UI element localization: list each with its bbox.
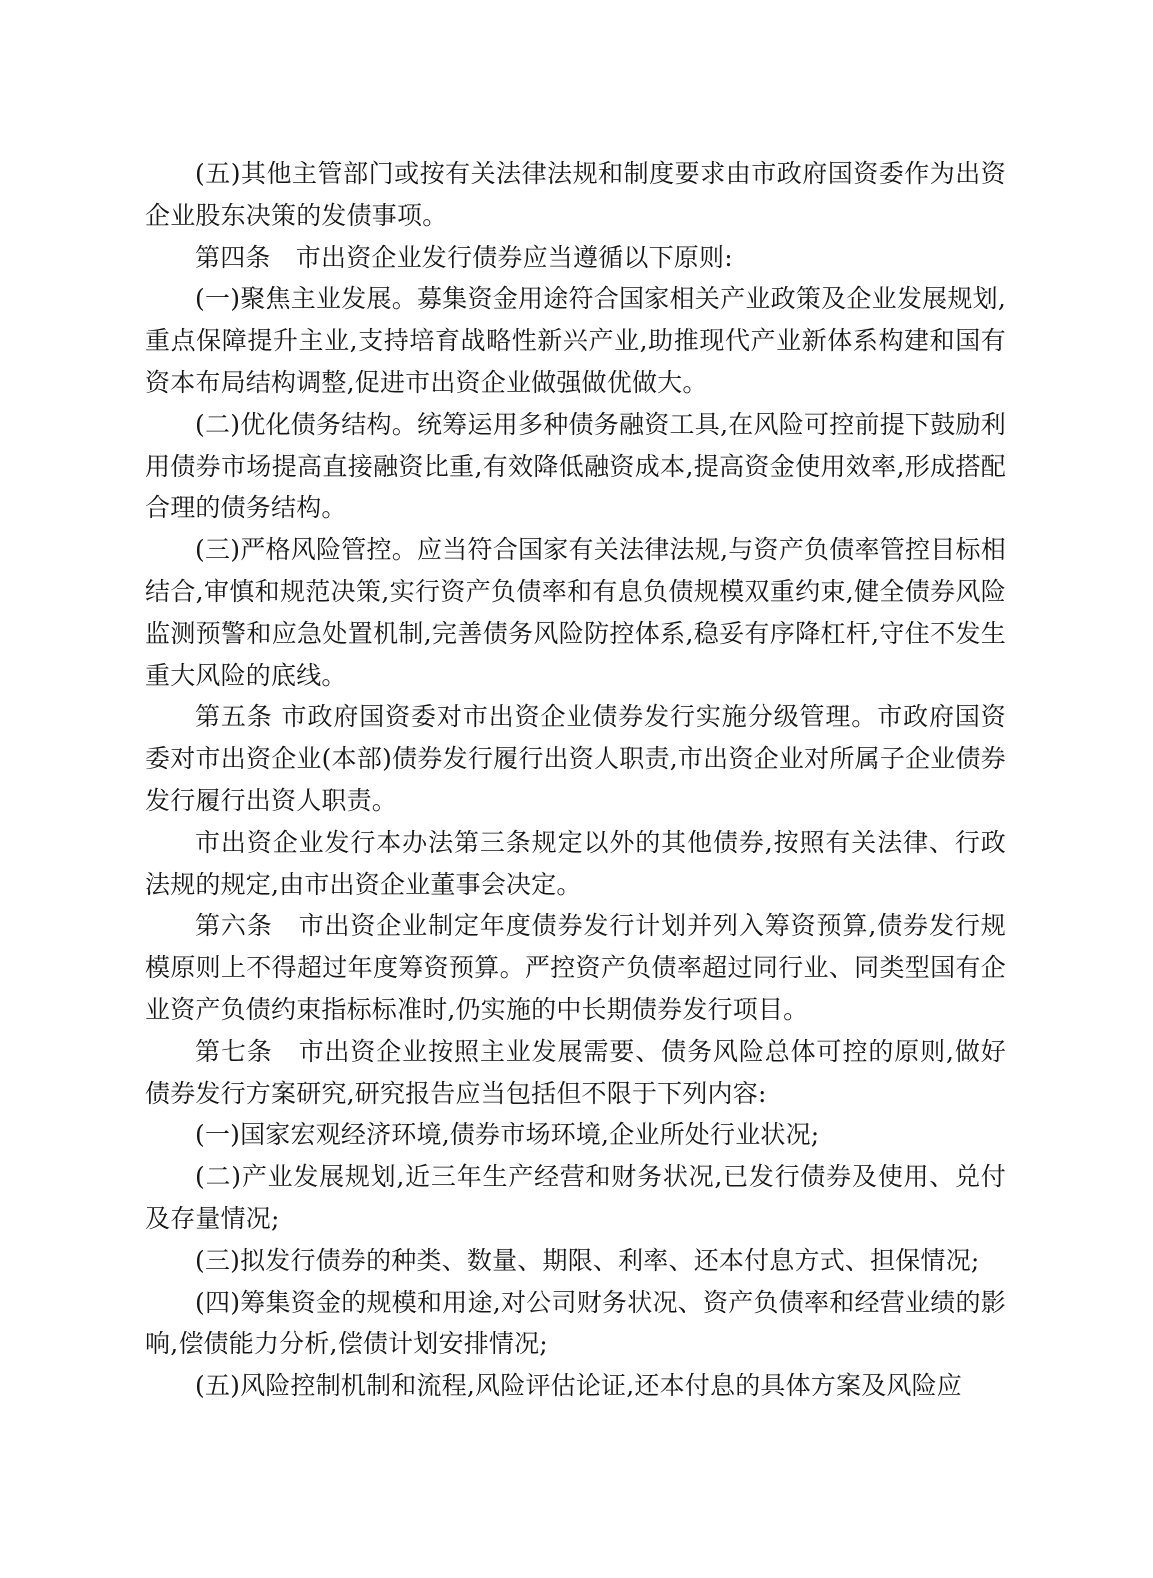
article-6-paragraph: 第六条 市出资企业制定年度债券发行计划并列入筹资预算,债券发行规模原则上不得超过年度筹资预算。严控资产负债率超过同行业、同类型国有企业资产负债约束指标标准时,仍实施的中长期债券发行项目。 [145, 911, 1006, 1024]
article-7-item-1: (一)国家宏观经济环境,债券市场环境,企业所处行业状况; [195, 1120, 820, 1150]
article-7-item-4: (四)筹集资金的规模和用途,对公司财务状况、资产负债率和经营业绩的影响,偿债能力分析,偿债计划安排情况; [145, 1287, 1006, 1359]
article-4-principle-3: (三)严格风险管控。应当符合国家有关法律法规,与资产负债率管控目标相结合,审慎和规范决策,实行资产负债率和有息负债规模双重约束,健全债券风险监测预警和应急处置机制,完善债务风险防控体系,稳妥有序降杠杆,守住不发生重大风险的底线。 [145, 535, 1006, 690]
article-7-item-2: (二)产业发展规划,近三年生产经营和财务状况,已发行债券及使用、兑付及存量情况; [145, 1162, 1006, 1233]
article-5-paragraph-2: 市出资企业发行本办法第三条规定以外的其他债券,按照有关法律、行政法规的规定,由市出资企业董事会决定。 [145, 827, 1006, 899]
article-7-heading: 第七条 市出资企业按照主业发展需要、债务风险总体可控的原则,做好债券发行方案研究,研究报告应当包括但不限于下列内容: [145, 1036, 1006, 1108]
article-4-principle-2: (二)优化债务结构。统筹运用多种债务融资工具,在风险可控前提下鼓励利用债券市场提高直接融资比重,有效降低融资成本,提高资金使用效率,形成搭配合理的债务结构。 [145, 409, 1006, 523]
article-5-paragraph-1: 第五条 市政府国资委对市出资企业债券发行实施分级管理。市政府国资委对市出资企业(本部)债券发行履行出资人职责,市出资企业对所属子企业债券发行履行出资人职责。 [145, 702, 1006, 815]
article-4-heading: 第四条 市出资企业发行债券应当遵循以下原则: [195, 242, 733, 272]
article-7-item-5-truncated: (五)风险控制机制和流程,风险评估论证,还本付息的具体方案及风险应 [195, 1371, 963, 1401]
clause-5-of-previous-article: (五)其他主管部门或按有关法律法规和制度要求由市政府国资委作为出资企业股东决策的发债事项。 [145, 159, 1006, 230]
article-4-principle-1: (一)聚焦主业发展。募集资金用途符合国家相关产业政策及企业发展规划,重点保障提升主业,支持培育战略性新兴产业,助推现代产业新体系构建和国有资本布局结构调整,促进市出资企业做强做优做大。 [145, 284, 1006, 397]
article-7-item-3: (三)拟发行债券的种类、数量、期限、利率、还本付息方式、担保情况; [195, 1245, 980, 1275]
document-body-text [145, 153, 1006, 1407]
